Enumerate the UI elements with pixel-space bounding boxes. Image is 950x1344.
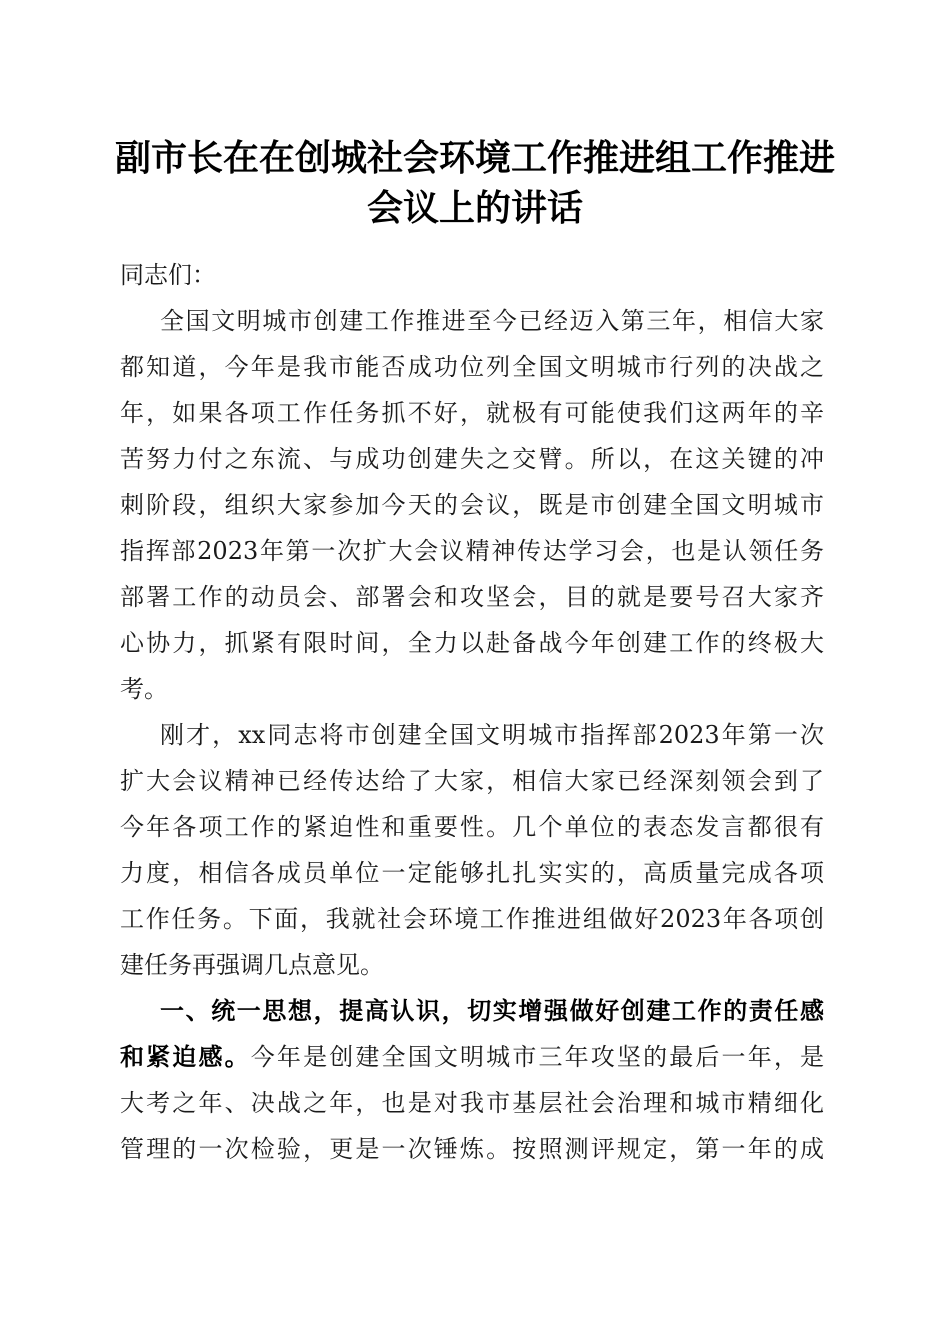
paragraph-2-line: 扩大会议精神已经传达给了大家，相信大家已经深刻领会到了 bbox=[120, 767, 824, 795]
document-body bbox=[120, 252, 824, 1172]
paragraph-1-line: 都知道，今年是我市能否成功位列全国文明城市行列的决战之 bbox=[120, 353, 824, 381]
paragraph-1-line: 考。 bbox=[120, 675, 168, 703]
paragraph-1-line: 指挥部2023年第一次扩大会议精神传达学习会，也是认领任务 bbox=[120, 537, 824, 565]
section-1-line: 大考之年、决战之年，也是对我市基层社会治理和城市精细化 bbox=[120, 1089, 824, 1117]
paragraph-1-line: 全国文明城市创建工作推进至今已经迈入第三年，相信大家 bbox=[160, 307, 824, 335]
section-1-line: 管理的一次检验，更是一次锤炼。按照测评规定，第一年的成 bbox=[120, 1135, 824, 1163]
paragraph-1-line: 部署工作的动员会、部署会和攻坚会，目的就是要号召大家齐 bbox=[120, 583, 824, 611]
paragraph-1-line: 心协力，抓紧有限时间，全力以赴备战今年创建工作的终极大 bbox=[120, 629, 824, 657]
document-title-line-2: 会议上的讲话 bbox=[366, 187, 583, 229]
paragraph-2-line: 力度，相信各成员单位一定能够扎扎实实的，高质量完成各项 bbox=[120, 859, 824, 887]
paragraph-1-line: 苦努力付之东流、与成功创建失之交臂。所以，在这关键的冲 bbox=[120, 445, 824, 473]
paragraph-2-line: 工作任务。下面，我就社会环境工作推进组做好2023年各项创 bbox=[120, 905, 824, 933]
document-title-line-1: 副市长在在创城社会环境工作推进组工作推进 bbox=[114, 137, 835, 179]
salutation: 同志们： bbox=[120, 261, 216, 289]
section-1-text: 今年是创建全国文明城市三年攻坚的最后一年，是 bbox=[250, 1043, 825, 1071]
paragraph-2-line: 建任务再强调几点意见。 bbox=[120, 951, 384, 979]
section-1-line bbox=[120, 1034, 824, 1080]
section-1-heading: 一、统一思想，提高认识，切实增强做好创建工作的责任感 bbox=[160, 996, 824, 1025]
paragraph-2-line: 刚才，xx同志将市创建全国文明城市指挥部2023年第一次 bbox=[160, 721, 824, 749]
paragraph-1-line: 刺阶段，组织大家参加今天的会议，既是市创建全国文明城市 bbox=[120, 491, 824, 519]
section-1-heading-end: 和紧迫感。 bbox=[120, 1042, 251, 1071]
paragraph-1-line: 年，如果各项工作任务抓不好，就极有可能使我们这两年的辛 bbox=[120, 399, 824, 427]
paragraph-2-line: 今年各项工作的紧迫性和重要性。几个单位的表态发言都很有 bbox=[120, 813, 824, 841]
